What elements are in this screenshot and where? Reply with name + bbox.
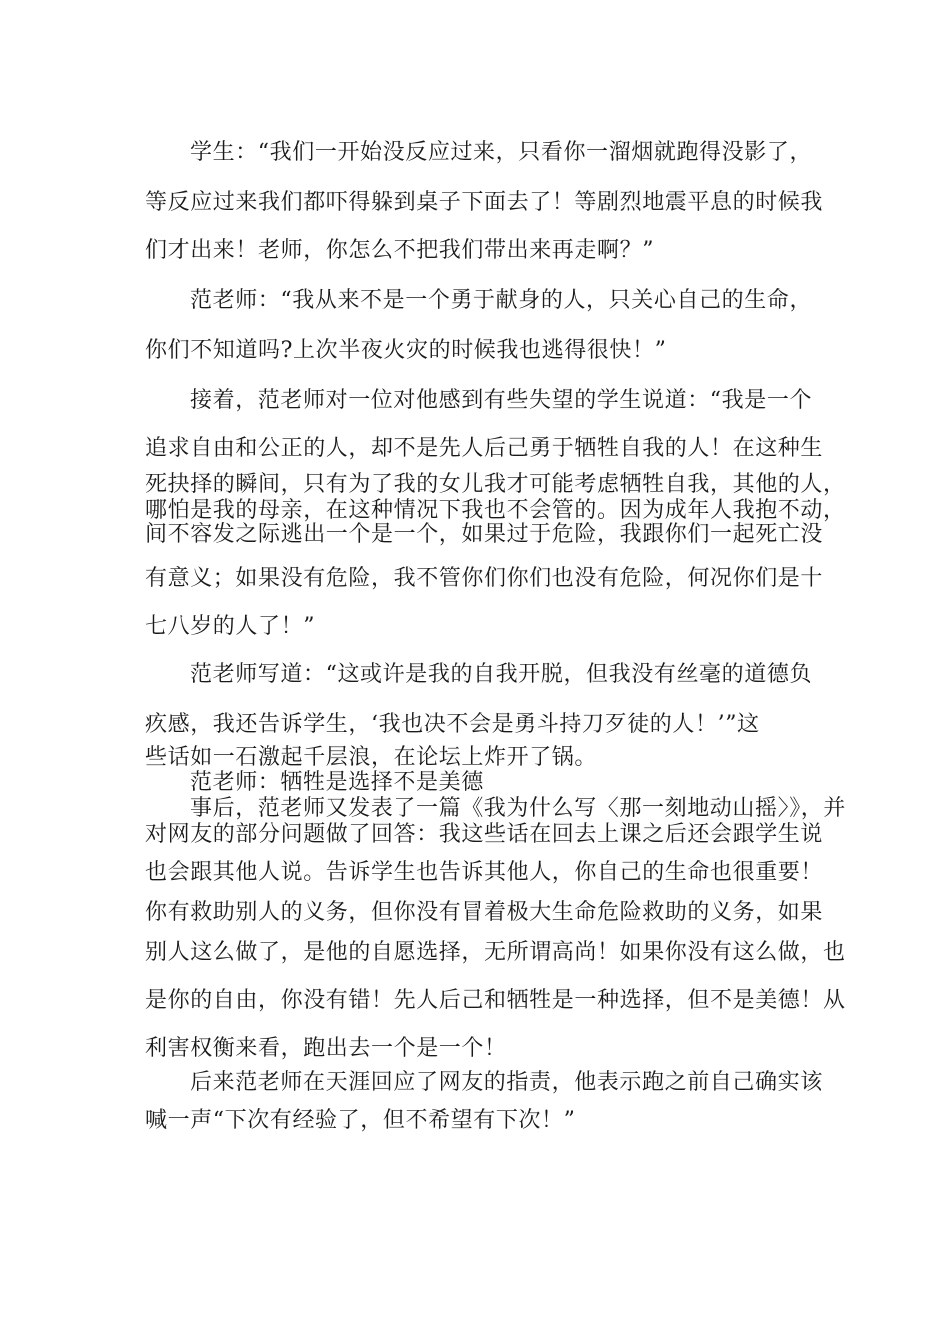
text-line: 也会跟其他人说。告诉学生也告诉其他人，你自己的生命也很重要！: [145, 860, 824, 885]
text-line: 死抉择的瞬间，只有为了我的女儿我才可能考虑牺牲自我，其他的人，: [145, 472, 846, 497]
text-line: 哪怕是我的母亲，在这种情况下我也不会管的。因为成年人我抱不动，: [145, 498, 846, 523]
text-line: 范老师：“我从来不是一个勇于献身的人，只关心自己的生命，: [190, 288, 813, 313]
text-line: 你有救助别人的义务，但你没有冒着极大生命危险救助的义务，如果: [145, 900, 824, 925]
text-line: 等反应过来我们都吓得躲到桌子下面去了！等剧烈地震平息的时候我: [145, 190, 824, 215]
text-line: 七八岁的人了！”: [145, 614, 316, 639]
text-line: 喊一声“下次有经验了，但不希望有下次！”: [145, 1108, 576, 1133]
text-line: 学生：“我们一开始没反应过来，只看你一溜烟就跑得没影了，: [190, 140, 813, 165]
section-heading: 范老师：牺牲是选择不是美德: [190, 770, 484, 795]
text-line: 些话如一石激起千层浪，在论坛上炸开了锅。: [145, 745, 598, 770]
text-line: 追求自由和公正的人，却不是先人后己勇于牺牲自我的人！在这种生: [145, 436, 824, 461]
text-line: 别人这么做了，是他的自愿选择，无所谓高尚！如果你没有这么做，也: [145, 940, 846, 965]
text-line: 们才出来！老师，你怎么不把我们带出来再走啊？”: [145, 238, 655, 263]
text-line: 对网友的部分问题做了回答：我这些话在回去上课之后还会跟学生说: [145, 822, 824, 847]
text-line: 利害权衡来看，跑出去一个是一个！: [145, 1036, 507, 1061]
text-line: 间不容发之际逃出一个是一个，如果过于危险，我跟你们一起死亡没: [145, 522, 824, 547]
text-line: 是你的自由，你没有错！先人后己和牺牲是一种选择，但不是美德！从: [145, 988, 846, 1013]
text-line: 后来范老师在天涯回应了网友的指责，他表示跑之前自己确实该: [190, 1070, 823, 1095]
text-line: 疚感，我还告诉学生，‘我也决不会是勇斗持刀歹徒的人！’”这: [145, 712, 760, 737]
text-line: 范老师写道：“这或许是我的自我开脱，但我没有丝毫的道德负: [190, 662, 813, 687]
text-line: 你们不知道吗?上次半夜火灾的时候我也逃得很快！”: [145, 338, 667, 363]
text-line: 有意义；如果没有危险，我不管你们你们也没有危险，何况你们是十: [145, 566, 824, 591]
text-line: 事后，范老师又发表了一篇《我为什么写〈那一刻地动山摇〉》，并: [190, 796, 847, 821]
text-line: 接着，范老师对一位对他感到有些失望的学生说道：“我是一个: [190, 388, 813, 413]
